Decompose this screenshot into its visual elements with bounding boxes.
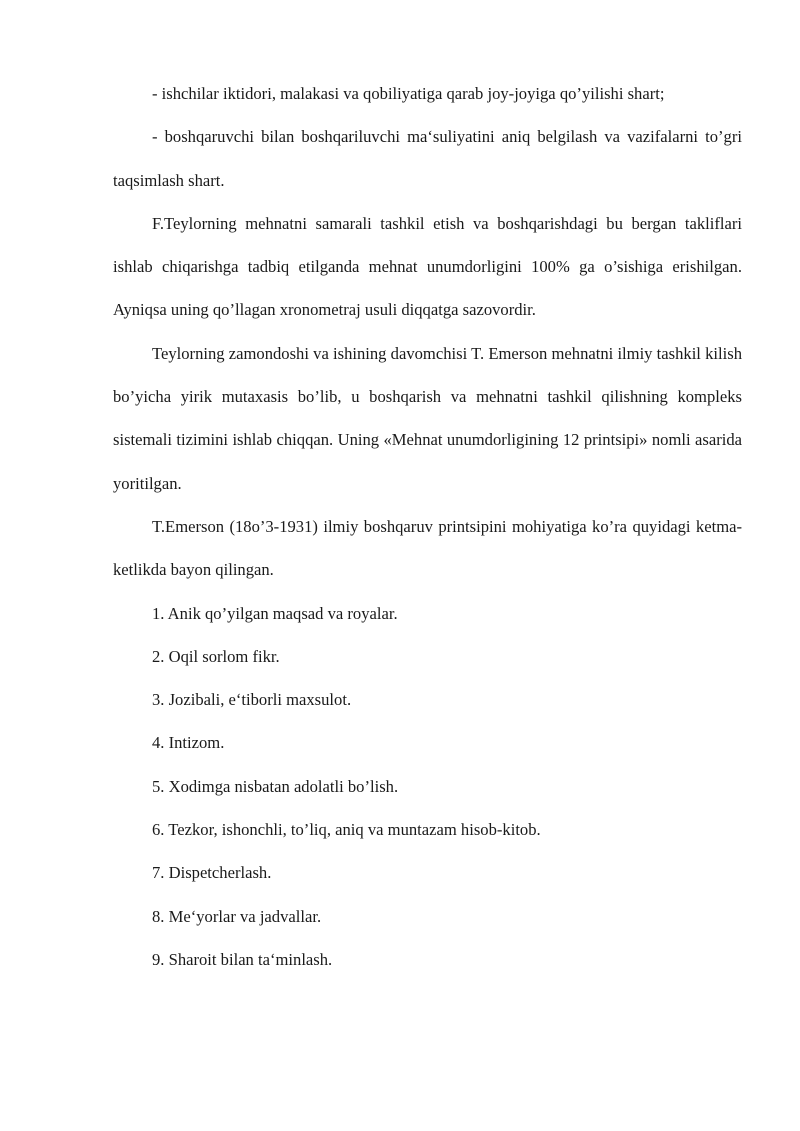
paragraph-emerson-principles-lead: T.Emerson (18o’3-1931) ilmiy boshqaruv printsipini mohiyatiga ko’ra quyidagi ketma-ketlikda bayon qilingan. <box>113 516 742 580</box>
list-item: 1. Anik qo’yilgan maqsad va royalar. <box>152 603 398 623</box>
list-item: 7. Dispetcherlash. <box>152 863 272 883</box>
paragraph-requirement-responsibility: - boshqaruvchi bilan boshqariluvchi ma‘suliyatini aniq belgilash va vazifalarni to’gri taqsimlash shart. <box>113 127 742 190</box>
paragraph-emerson-intro: Teylorning zamondoshi va ishining davomchisi T. Emerson mehnatni ilmiy tashkil kilish bo’yicha yirik mutaxasis bo’lib, u boshqarish va mehnatni tashkil qilishning kompleks sistemali tizimini ishlab chiqqan. Uning «Mehnat unumdorligining 12 printsipi» nomli asarida yoritilgan. <box>113 343 742 493</box>
list-item: 5. Xodimga nisbatan adolatli bo’lish. <box>152 776 399 796</box>
paragraph-taylor-results: F.Teylorning mehnatni samarali tashkil etish va boshqarishdagi bu bergan takliflari ishlab chiqarishga tadbiq etilganda mehnat unumdorligini 100% ga o’sishiga erishilgan. Ayniqsa uning qo’llagan xronometraj usuli diqqatga sazovordir. <box>113 213 742 320</box>
list-item: 8. Me‘yorlar va jadvallar. <box>152 906 322 926</box>
list-item: 6. Tezkor, ishonchli, to’liq, aniq va muntazam hisob-kitob. <box>152 820 541 840</box>
paragraph-requirement-placement: - ishchilar iktidori, malakasi va qobiliyatiga qarab joy-joyiga qo’yilishi shart; <box>152 84 665 103</box>
page-body <box>113 72 742 981</box>
list-item: 3. Jozibali, e‘tiborli maxsulot. <box>152 690 352 710</box>
list-item: 4. Intizom. <box>152 733 225 753</box>
list-item: 9. Sharoit bilan ta‘minlash. <box>152 949 333 969</box>
list-item: 2. Oqil sorlom fikr. <box>152 646 280 666</box>
